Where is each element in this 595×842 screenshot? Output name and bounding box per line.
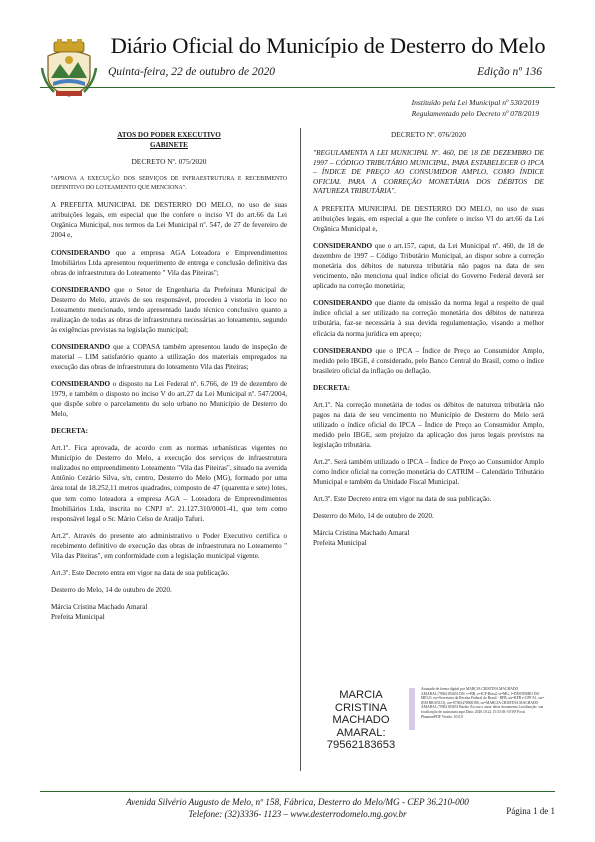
institution-law: Instituído pela Lei Municipal nº 530/2019 bbox=[411, 98, 539, 107]
footer-address: Avenida Silvério Augusto de Melo, nº 158, Fábrica, Desterro do Melo/MG - CEP 36.210-000 bbox=[126, 797, 469, 807]
left-column bbox=[51, 130, 287, 622]
considering-1: CONSIDERANDO que a empresa AGA Loteadora e Empreendimentos Imobiliários Ltda apresentou requerimento de entrega e conclusão definitiva das obras de infraestrutura do Loteamento " Vila das Piteiras"; bbox=[51, 248, 287, 277]
institution-decree: Regulamentado pelo Decreto nº 078/2019 bbox=[411, 109, 539, 118]
decree-ementa: "APROVA A EXECUÇÃO DOS SERVIÇOS DE INFRAESTRUTURA E RECEBIMENTO DEFINITIVO DO LOTEAMENTO QUE MENCIONA". bbox=[51, 176, 287, 191]
edition-number: Edição nº 136 bbox=[477, 66, 542, 78]
right-column bbox=[313, 130, 544, 548]
municipal-coat-of-arms-icon bbox=[40, 38, 98, 98]
considering-4: CONSIDERANDO o disposto na Lei Federal nº. 6.766, de 19 de dezembro de 1979, e também o disposto no inciso V do art.27 da Lei Municipal nº. 547/2004, que dispõe sobre o parcelamento do solo urbano no Município de Desterro do Melo, bbox=[51, 380, 287, 419]
article-2: Art.2º. Através do presente ato administrativo o Poder Executivo certifica o recebimento definitivo de execução das obras de infraestrutura no Loteamento " Vila das Piteiras", em conformidade com a legislação municipal vigente. bbox=[51, 531, 287, 560]
digital-signature-stamp[interactable] bbox=[313, 684, 545, 751]
decree-ementa: "REGULAMENTA A LEI MUNICIPAL Nº. 460, DE 18 DE DEZEMBRO DE 1997 – CÓDIGO TRIBUTÁRIO MUNICIPAL, PARA ESTABELECER O IPCA – ÍNDICE DE PREÇO AO CONSUMIDOR AMPLO, COMO ÍNDICE OFICIAL PARA A CORREÇÃO MONETÁRIA DOS DÉBITOS DE NATUREZA TRIBUTÁRIA". bbox=[313, 148, 544, 196]
article-2: Art.2º. Será também utilizado o IPCA – Índice de Preço ao Consumidor Amplo como índice oficial na correção monetária do CATRIM – Calendário Tributário Municipal e também da Unidade Fiscal Municipal. bbox=[313, 458, 544, 487]
footer-divider bbox=[40, 791, 555, 792]
section-subheading: GABINETE bbox=[150, 141, 188, 150]
article-1: Art.1º. Fica aprovada, de acordo com as normas urbanísticas vigentes no Município de Desterro do Melo, a execução dos serviços de infraestrutura realizados no empreendimento Loteamento "Vila das Piteiras", situado na avenida Antônio Cezário Silva, s/n, centro, Desterro do Melo (MG), formado por uma área total de 18.252,11 metros quadrados, composto de 47 (quarenta e sete) lotes, que tem como loteadora a empresa AGA – Loteadora de Empreendimentos Imobiliários Ltda, inscrita no CNPJ nº. 21.127.310/0001-41, que tem como responsável legal o Sr. Mário Celso de Araújo Tafuri. bbox=[51, 444, 287, 523]
considering-2: CONSIDERANDO que diante da omissão da norma legal a respeito de qual índice oficial a ser utilizado na correção monetária dos débitos de natureza tributária, faz-se necessária à sua devida regulamentação, visando a melhor eficácia da norma jurídica em apreço; bbox=[313, 299, 544, 338]
signature-mark-icon bbox=[409, 688, 415, 730]
page-title: Diário Oficial do Município de Desterro do Melo bbox=[110, 33, 546, 58]
signatory-role: Prefeita Municipal bbox=[313, 539, 367, 548]
signatory-name: Márcia Cristina Machado Amaral bbox=[313, 529, 410, 538]
footer-contact: Telefone: (32)3336- 1123 – www.desterrodomelo.mg.gov.br bbox=[188, 809, 407, 819]
considering-3: CONSIDERANDO que a COPASA também apresentou laudo de inspeção de material – LIM satisfatório quanto a utilização dos materiais empregados na execução das obras de infraestrutura do loteamento Vila das Piteiras; bbox=[51, 342, 287, 371]
signatory-role: Prefeita Municipal bbox=[51, 612, 105, 621]
page-number: Página 1 de 1 bbox=[506, 806, 555, 816]
section-heading: ATOS DO PODER EXECUTIVO bbox=[117, 131, 221, 139]
header-divider bbox=[40, 87, 555, 88]
publication-date: Quinta-feira, 22 de outubro de 2020 bbox=[108, 66, 275, 78]
preamble: A PREFEITA MUNICIPAL DE DESTERRO DO MELO, no uso de suas atribuições legais, em especial a que lhe confere o inciso VI do art.66 da Lei Orgânica Municipal e, bbox=[313, 205, 544, 234]
decree-number: DECRETO Nº. 076/2020 bbox=[390, 130, 467, 139]
article-1: Art.1º. Na correção monetária de todos os débitos de natureza tributária não pagos na data de seu vencimento no Município de Desterro do Melo será utilizado o índice oficial do IPCA – Índice de Preço ao Consumidor Amplo, medido pelo IBGE, sem prejuízo da aplicação dos juros legais previstos na legislação tributária. bbox=[313, 400, 544, 449]
decree-number: DECRETO Nº. 075/2020 bbox=[131, 157, 207, 167]
column-divider bbox=[300, 128, 301, 771]
decrees-heading: DECRETA: bbox=[313, 383, 351, 392]
article-3: Art.3º. Este Decreto entra em vigor na data de sua publicação. bbox=[51, 568, 230, 577]
signatory-name: Márcia Cristina Machado Amaral bbox=[51, 602, 148, 611]
place-date: Desterro do Melo, 14 de outubro de 2020. bbox=[51, 585, 172, 594]
preamble: A PREFEITA MUNICIPAL DE DESTERRO DO MELO, no uso de suas atribuições legais, em especial que lhe confere o inciso VI do art.66 da Lei Orgânica Municipal, nos termos da Lei Municipal nº. 547, de 27 de fevereiro de 2004 e, bbox=[51, 201, 287, 240]
considering-3: CONSIDERANDO que o IPCA – Índice de Preço ao Consumidor Amplo, medido pelo IBGE, é considerado, pelo Banco Central do Brasil, como o índice brasileiro oficial da inflação ou deflação. bbox=[313, 346, 544, 375]
decrees-heading: DECRETA: bbox=[51, 427, 89, 436]
place-date: Desterro do Melo, 14 de outubro de 2020. bbox=[313, 512, 434, 521]
signature-details: Assinado de forma digital por MARCIA CRISTINA MACHADO AMARAL:79562183653 DN: c=BR, o=ICP-Brasil, st=MG, l=DESTERRO DO MELO, ou=Secretaria da Receita Federal do Brasil - RFB, ou=RFB e-CPF A1, ou=(EM BRANCO), ou=07565478000180, cn=MARCIA CRISTINA MACHADO AMARAL:79562183653 Razão: Eu sou o autor deste documento Localização: sua localização de assinatura aqui Data: 2020.10.22 15:33:03 -03'00' Foxit PhantomPDF Versão: 10.0.0 bbox=[421, 687, 545, 719]
signature-name: MARCIA CRISTINA MACHADO AMARAL: 79562183653 bbox=[326, 689, 396, 751]
article-3: Art.3º. Este Decreto entra em vigor na data de sua publicação. bbox=[313, 495, 492, 504]
considering-1: CONSIDERANDO que o art.157, caput, da Lei Municipal nº. 460, de 18 de dezembro de 1997 – Código Tributário Municipal, ao dispor sobre a correção monetária dos débitos de natureza tributária não pagos na data de seu vencimento, não menciona qual índice oficial do Governo Federal deverá ser aplicado na correção monetária; bbox=[313, 242, 544, 291]
considering-2: CONSIDERANDO que o Setor de Engenharia da Prefeitura Municipal de Desterro do Melo, através de seu responsável, procedeu à vistoria in loco no Loteamento mencionado, tendo apresentado laudo técnico conclusivo quanto a realização de todas as obras de infraestrutura necessárias ao loteamento, segundo às exigências previstas na legislação municipal; bbox=[51, 285, 287, 334]
